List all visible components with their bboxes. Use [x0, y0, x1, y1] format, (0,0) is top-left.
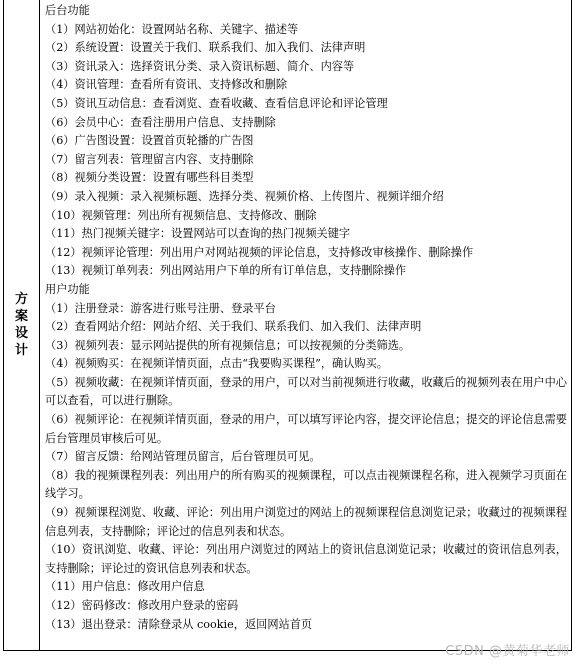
backend-item: （13）视频订单列表：列出网站用户下单的所有订单信息，支持删除操作 [45, 264, 407, 278]
backend-item: （6）广告图设置：设置首页轮播的广告图 [45, 134, 254, 148]
backend-list [45, 21, 567, 281]
frontend-item: （13）退出登录：清除登录从 cookie，返回网站首页 [45, 617, 313, 631]
frontend-heading: 用户功能 [45, 282, 90, 296]
backend-item: （1）网站初始化：设置网站名称、关键字、描述等 [45, 22, 299, 36]
frontend-item: （7）留言反馈：给网站管理员留言，后台管理员可见。 [45, 450, 321, 464]
frontend-item: （4）视频购买：在视频详情页面，点击“我要购买课程”，确认购买。 [45, 357, 388, 371]
frontend-item: （2）查看网站介绍：网站介绍、关于我们、联系我们、加入我们、法律声明 [45, 320, 422, 334]
frontend-item: （3）视频列表：显示网站提供的所有视频信息；可以按视频的分类筛选。 [45, 338, 411, 352]
backend-item: （7）留言列表：管理留言内容、支持删除 [45, 152, 254, 166]
backend-item: （3）资讯录入：选择资讯分类、录入资讯标题、简介、内容等 [45, 59, 355, 73]
frontend-item: （1）注册登录：游客进行账号注册、登录平台 [45, 301, 276, 315]
row-label-cell [4, 0, 40, 650]
frontend-item: （5）视频收藏：在视频详情页面，登录的用户，可以对当前视频进行收藏，收藏后的视频列表在用户中心可以查看，可以进行删除。 [45, 375, 567, 408]
frontend-item: （10）资讯浏览、收藏、评论：列出用户浏览过的网站上的资讯信息浏览记录；收藏过的资讯信息列表，支持删除；评论过的资讯信息列表和状态。 [45, 543, 567, 575]
frontend-item: （8）我的视频课程列表：列出用户的所有购买的视频课程，可以点击视频课程名称，进入视频学习页面在线学习。 [45, 468, 567, 501]
backend-item: （4）资讯管理：查看所有资讯、支持修改和删除 [45, 78, 288, 92]
content-cell [40, 0, 571, 650]
backend-item: （9）录入视频：录入视频标题、选择分类、视频价格、上传图片、视频详细介绍 [45, 189, 444, 203]
backend-item: （12）视频评论管理：列出用户对网站视频的评论信息，支持修改审核操作、删除操作 [45, 245, 474, 259]
row-label: 方案设计 [14, 292, 28, 358]
backend-item: （2）系统设置：设置关于我们、联系我们、加入我们、法律声明 [45, 41, 366, 55]
backend-item: （11）热门视频关键字：设置网站可以查询的热门视频关键字 [45, 227, 351, 241]
backend-item: （10）视频管理：列出所有视频信息、支持修改、删除 [45, 208, 317, 222]
backend-item: （8）视频分类设置：设置有哪些科目类型 [45, 171, 254, 185]
frontend-item: （12）密码修改：修改用户登录的密码 [45, 599, 239, 612]
frontend-item: （6）视频评论：在视频详情页面，登录的用户，可以填写评论内容，提交评论信息；提交的评论信息需要后台管理员审核后可见。 [45, 413, 567, 445]
backend-item: （5）资讯互动信息：查看浏览、查看收藏、查看信息评论和评论管理 [45, 96, 388, 110]
frontend-list [45, 300, 567, 635]
plan-design-table [3, 0, 572, 651]
frontend-item: （9）视频课程浏览、收藏、评论：列出用户浏览过的网站上的视频课程信息浏览记录；收藏过的视频课程信息列表，支持删除；评论过的信息列表和状态。 [45, 506, 567, 538]
backend-item: （6）会员中心：查看注册用户信息、支持删除 [45, 115, 276, 129]
backend-heading: 后台功能 [45, 4, 90, 17]
frontend-item: （11）用户信息：修改用户信息 [45, 580, 205, 594]
csdn-watermark: CSDN @黄菊华老师 [445, 644, 570, 659]
